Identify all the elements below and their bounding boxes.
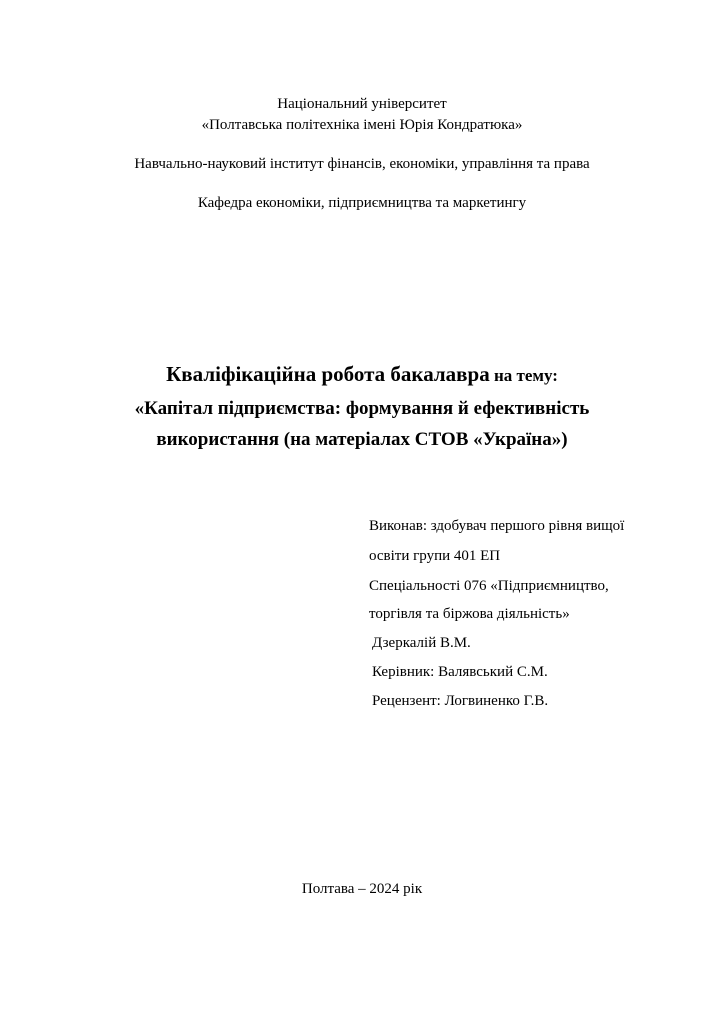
supervisor-name: Керівник: Валявський С.М.: [372, 664, 548, 680]
university-name-line2: «Полтавська політехніка імені Юрія Кондратюка»: [201, 117, 523, 133]
performed-by-line2: освіти групи 401 ЕП: [369, 548, 501, 564]
work-type: Кваліфікаційна робота бакалавра: [166, 362, 490, 386]
topic-line2: використання (на матеріалах СТОВ «Україна»): [156, 429, 568, 450]
university-name-line1: Національний університет: [277, 96, 447, 112]
performed-by-line1: Виконав: здобувач першого рівня вищої: [369, 518, 625, 534]
city-year: Полтава – 2024 рік: [301, 881, 423, 897]
author-name: Дзеркалій В.М.: [372, 635, 471, 651]
reviewer-name: Рецензент: Логвиненко Г.В.: [372, 693, 549, 709]
topic-prefix: на тему:: [489, 366, 558, 385]
topic-line1: «Капітал підприємства: формування й ефективність: [134, 398, 590, 419]
specialty-line2: торгівля та біржова діяльність»: [369, 606, 570, 622]
work-title: [0, 361, 724, 389]
specialty-line1: Спеціальності 076 «Підприємництво,: [369, 578, 609, 594]
department-name: Кафедра економіки, підприємництва та маркетингу: [197, 195, 527, 211]
institute-name: Навчально-науковий інститут фінансів, економіки, управління та права: [134, 156, 590, 172]
